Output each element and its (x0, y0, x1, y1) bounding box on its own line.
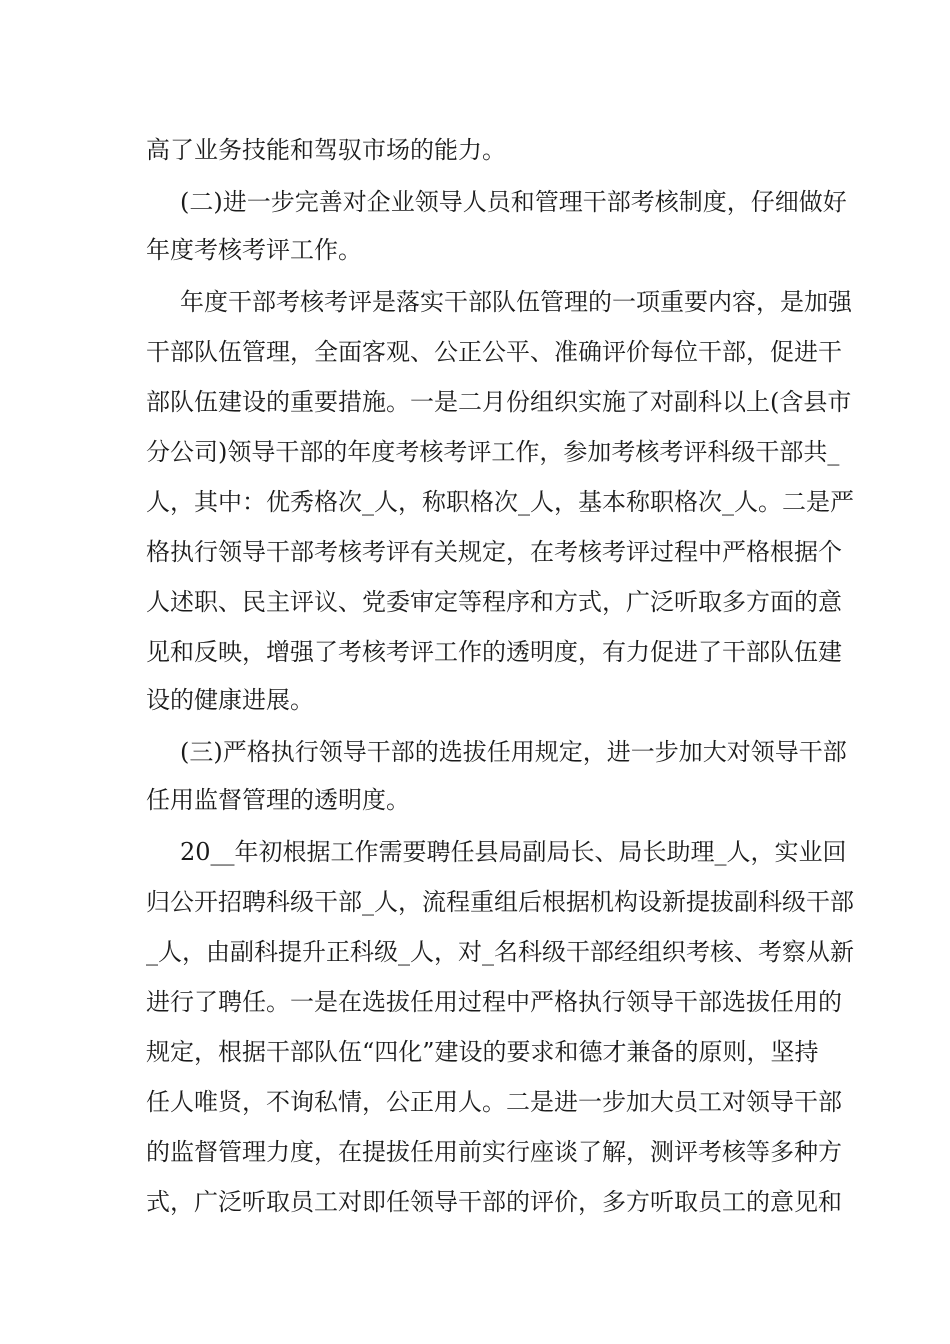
text-line-15: 20__年初根据工作需要聘任县局副局长、局长助理_人，实业回 (180, 838, 847, 866)
text-line-12: 设的健康进展。 (146, 686, 314, 714)
text-line-11: 见和反映，增强了考核考评工作的透明度，有力促进了干部队伍建 (146, 638, 842, 666)
text-line-16: 归公开招聘科级干部_人，流程重组后根据机构设新提拔副科级干部 (146, 888, 854, 916)
text-line-17: _人，由副科提升正科级_人，对_名科级干部经组织考核、考察从新 (146, 938, 854, 966)
text-line-22: 式，广泛听取员工对即任领导干部的评价，多方听取员工的意见和 (146, 1188, 842, 1216)
text-line-20: 任人唯贤，不询私情，公正用人。二是进一步加大员工对领导干部 (146, 1088, 842, 1116)
text-line-18: 进行了聘任。一是在选拔任用过程中严格执行领导干部选拔任用的 (146, 988, 842, 1016)
text-line-21: 的监督管理力度，在提拔任用前实行座谈了解，测评考核等多种方 (146, 1138, 842, 1166)
section-heading-3: (三)严格执行领导干部的选拔任用规定，进一步加大对领导干部 (180, 738, 847, 766)
text-line-3: 年度考核考评工作。 (146, 236, 362, 264)
text-line-14: 任用监督管理的透明度。 (146, 786, 410, 814)
section-heading-2: (二)进一步完善对企业领导人员和管理干部考核制度，仔细做好 (180, 188, 847, 216)
text-line-1: 高了业务技能和驾驭市场的能力。 (146, 136, 506, 164)
text-line-9: 格执行领导干部考核考评有关规定，在考核考评过程中严格根据个 (146, 538, 842, 566)
text-line-10: 人述职、民主评议、党委审定等程序和方式，广泛听取多方面的意 (146, 588, 842, 616)
text-line-6: 部队伍建设的重要措施。一是二月份组织实施了对副科以上(含县市 (146, 388, 852, 416)
text-line-7: 分公司)领导干部的年度考核考评工作，参加考核考评科级干部共_ (146, 438, 840, 466)
text-line-5: 干部队伍管理，全面客观、公正公平、准确评价每位干部，促进干 (146, 338, 842, 366)
text-line-4: 年度干部考核考评是落实干部队伍管理的一项重要内容，是加强 (180, 288, 852, 316)
text-line-19: 规定，根据干部队伍“四化”建设的要求和德才兼备的原则，坚持 (146, 1038, 819, 1066)
text-line-8: 人，其中：优秀格次_人，称职格次_人，基本称职格次_人。二是严 (146, 488, 854, 516)
